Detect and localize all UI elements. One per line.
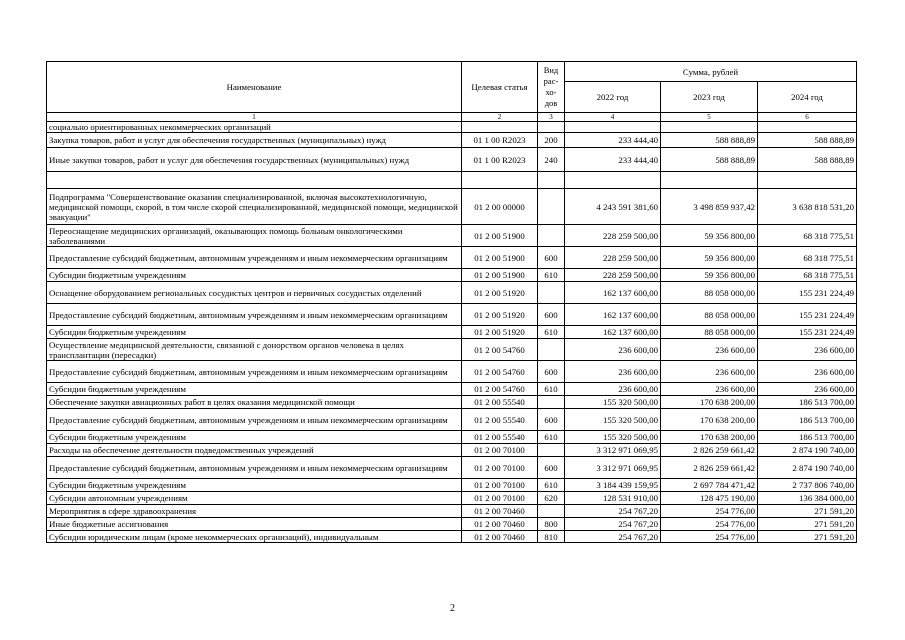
- table-row: [47, 457, 857, 479]
- row-sum-2022: 162 137 600,00: [565, 326, 661, 339]
- row-target-code: 01 2 00 70100: [462, 444, 538, 457]
- row-sum-2023: 236 600,00: [661, 383, 758, 396]
- row-sum-2023: 170 638 200,00: [661, 409, 758, 431]
- row-sum-2024: 68 318 775,51: [758, 269, 857, 282]
- row-sum-2023: [661, 122, 758, 133]
- row-sum-2024: 271 591,20: [758, 531, 857, 543]
- row-expense-type: [538, 396, 565, 409]
- table-row: [47, 148, 857, 172]
- row-target-code: 01 2 00 70460: [462, 505, 538, 518]
- row-target-code: 01 2 00 70460: [462, 518, 538, 531]
- row-sum-2022: [565, 122, 661, 133]
- row-sum-2022: 254 767,20: [565, 505, 661, 518]
- row-target-code: 01 2 00 55540: [462, 409, 538, 431]
- row-expense-type: 600: [538, 361, 565, 383]
- row-target-code: [462, 172, 538, 189]
- row-sum-2024: 68 318 775,51: [758, 247, 857, 269]
- row-expense-type: 610: [538, 326, 565, 339]
- row-expense-type: 600: [538, 304, 565, 326]
- row-target-code: 01 2 00 00000: [462, 189, 538, 225]
- row-name: Предоставление субсидий бюджетным, автономным учреждениям и иным некоммерческим организациям: [47, 247, 462, 269]
- row-sum-2022: 236 600,00: [565, 383, 661, 396]
- row-sum-2023: 88 058 000,00: [661, 304, 758, 326]
- row-name: Субсидии автономным учреждениям: [47, 492, 462, 505]
- row-expense-type: [538, 225, 565, 247]
- row-target-code: 01 2 00 54760: [462, 339, 538, 361]
- row-expense-type: 800: [538, 518, 565, 531]
- row-sum-2024: 271 591,20: [758, 505, 857, 518]
- row-sum-2023: 88 058 000,00: [661, 326, 758, 339]
- row-sum-2022: 155 320 500,00: [565, 431, 661, 444]
- row-name: Субсидии бюджетным учреждениям: [47, 269, 462, 282]
- row-name: Субсидии бюджетным учреждениям: [47, 326, 462, 339]
- table-row: [47, 247, 857, 269]
- row-target-code: 01 2 00 51920: [462, 282, 538, 304]
- row-sum-2024: 186 513 700,00: [758, 431, 857, 444]
- colnum-6: 6: [758, 113, 857, 122]
- row-expense-type: 200: [538, 133, 565, 148]
- row-sum-2024: 236 600,00: [758, 339, 857, 361]
- table-row: [47, 361, 857, 383]
- row-sum-2024: 186 513 700,00: [758, 396, 857, 409]
- table-row: [47, 282, 857, 304]
- table-row: [47, 133, 857, 148]
- table-row: [47, 304, 857, 326]
- table-row: [47, 326, 857, 339]
- row-sum-2024: 155 231 224,49: [758, 282, 857, 304]
- row-expense-type: [538, 189, 565, 225]
- row-sum-2024: 3 638 818 531,20: [758, 189, 857, 225]
- table-row: [47, 396, 857, 409]
- row-sum-2022: 254 767,20: [565, 531, 661, 543]
- header-year-2024: 2024 год: [758, 82, 857, 113]
- row-name: Осуществление медицинской деятельности, связанной с донорством органов человека в целях трансплантации (пересадки): [47, 339, 462, 361]
- table-row: [47, 383, 857, 396]
- row-name: Закупка товаров, работ и услуг для обеспечения государственных (муниципальных) нужд: [47, 133, 462, 148]
- row-name: Мероприятия в сфере здравоохранения: [47, 505, 462, 518]
- row-sum-2022: [565, 172, 661, 189]
- colnum-3: 3: [538, 113, 565, 122]
- row-sum-2023: 2 826 259 661,42: [661, 444, 758, 457]
- row-name: Переоснащение медицинских организаций, оказывающих помощь больным онкологическими заболеваниями: [47, 225, 462, 247]
- row-sum-2023: 59 356 800,00: [661, 225, 758, 247]
- colnum-5: 5: [661, 113, 758, 122]
- row-sum-2024: 2 737 806 740,00: [758, 479, 857, 492]
- row-sum-2022: 3 312 971 069,95: [565, 444, 661, 457]
- table-row: [47, 531, 857, 543]
- row-name: Субсидии юридическим лицам (кроме некоммерческих организаций), индивидуальным: [47, 531, 462, 543]
- row-sum-2023: 254 776,00: [661, 531, 758, 543]
- row-sum-2023: 170 638 200,00: [661, 396, 758, 409]
- row-sum-2023: 170 638 200,00: [661, 431, 758, 444]
- row-sum-2024: 2 874 190 740,00: [758, 457, 857, 479]
- row-target-code: 01 2 00 51900: [462, 247, 538, 269]
- row-sum-2024: 2 874 190 740,00: [758, 444, 857, 457]
- row-target-code: 01 1 00 R2023: [462, 148, 538, 172]
- row-expense-type: [538, 339, 565, 361]
- header-target: Целевая статья: [462, 62, 538, 113]
- row-sum-2024: 588 888,89: [758, 133, 857, 148]
- table-row: [47, 444, 857, 457]
- row-target-code: 01 2 00 51920: [462, 304, 538, 326]
- row-name: Предоставление субсидий бюджетным, автономным учреждениям и иным некоммерческим организациям: [47, 361, 462, 383]
- table-row: [47, 492, 857, 505]
- row-sum-2023: 254 776,00: [661, 505, 758, 518]
- table-row: [47, 339, 857, 361]
- row-expense-type: [538, 282, 565, 304]
- header-sum: Сумма, рублей: [565, 62, 857, 82]
- row-name: Иные закупки товаров, работ и услуг для обеспечения государственных (муниципальных) нужд: [47, 148, 462, 172]
- row-sum-2022: 233 444,40: [565, 133, 661, 148]
- row-expense-type: 620: [538, 492, 565, 505]
- row-target-code: [462, 122, 538, 133]
- table-row: [47, 518, 857, 531]
- table-row: [47, 189, 857, 225]
- row-target-code: 01 2 00 55540: [462, 431, 538, 444]
- row-name: Предоставление субсидий бюджетным, автономным учреждениям и иным некоммерческим организациям: [47, 304, 462, 326]
- row-target-code: 01 2 00 51900: [462, 269, 538, 282]
- row-expense-type: 610: [538, 269, 565, 282]
- table-row: [47, 431, 857, 444]
- row-target-code: 01 1 00 R2023: [462, 133, 538, 148]
- colnum-4: 4: [565, 113, 661, 122]
- row-sum-2024: 186 513 700,00: [758, 409, 857, 431]
- row-sum-2022: 162 137 600,00: [565, 304, 661, 326]
- table-row: [47, 122, 857, 133]
- row-sum-2023: 3 498 859 937,42: [661, 189, 758, 225]
- row-expense-type: 600: [538, 457, 565, 479]
- row-expense-type: [538, 444, 565, 457]
- table-row: [47, 479, 857, 492]
- row-sum-2023: 2 697 784 471,42: [661, 479, 758, 492]
- row-expense-type: 240: [538, 148, 565, 172]
- row-sum-2022: 228 259 500,00: [565, 247, 661, 269]
- row-sum-2024: [758, 172, 857, 189]
- row-target-code: 01 2 00 70100: [462, 492, 538, 505]
- page-number: 2: [450, 603, 455, 614]
- row-sum-2023: 59 356 800,00: [661, 247, 758, 269]
- table-row: [47, 505, 857, 518]
- row-sum-2024: 588 888,89: [758, 148, 857, 172]
- row-sum-2022: 3 184 439 159,95: [565, 479, 661, 492]
- row-expense-type: 610: [538, 383, 565, 396]
- table-row: [47, 172, 857, 189]
- row-sum-2022: 236 600,00: [565, 361, 661, 383]
- row-sum-2024: 155 231 224,49: [758, 326, 857, 339]
- row-sum-2023: 588 888,89: [661, 148, 758, 172]
- row-name: Субсидии бюджетным учреждениям: [47, 479, 462, 492]
- row-target-code: 01 2 00 70100: [462, 457, 538, 479]
- row-name: Подпрограмма "Совершенствование оказания специализированной, включая высокотехнологичную, медицинской помощи, скорой, в том числе скорой специализированной, медицинской помощи, медицинской эвакуации": [47, 189, 462, 225]
- row-name: Предоставление субсидий бюджетным, автономным учреждениям и иным некоммерческим организациям: [47, 457, 462, 479]
- table-row: [47, 409, 857, 431]
- row-target-code: 01 2 00 51900: [462, 225, 538, 247]
- row-sum-2023: 128 475 190,00: [661, 492, 758, 505]
- row-expense-type: [538, 122, 565, 133]
- row-target-code: 01 2 00 51920: [462, 326, 538, 339]
- row-target-code: 01 2 00 55540: [462, 396, 538, 409]
- table-body: [47, 122, 857, 543]
- row-sum-2024: 271 591,20: [758, 518, 857, 531]
- header-year-2023: 2023 год: [661, 82, 758, 113]
- row-sum-2023: 88 058 000,00: [661, 282, 758, 304]
- row-name: Расходы на обеспечение деятельности подведомственных учреждений: [47, 444, 462, 457]
- row-sum-2022: 162 137 600,00: [565, 282, 661, 304]
- row-sum-2022: 233 444,40: [565, 148, 661, 172]
- row-expense-type: [538, 505, 565, 518]
- row-expense-type: 610: [538, 431, 565, 444]
- row-sum-2024: 68 318 775,51: [758, 225, 857, 247]
- row-sum-2022: 236 600,00: [565, 339, 661, 361]
- row-sum-2023: 588 888,89: [661, 133, 758, 148]
- row-sum-2023: 59 356 800,00: [661, 269, 758, 282]
- row-sum-2024: 236 600,00: [758, 383, 857, 396]
- row-expense-type: [538, 172, 565, 189]
- row-sum-2024: 136 384 000,00: [758, 492, 857, 505]
- row-expense-type: 810: [538, 531, 565, 543]
- colnum-1: 1: [47, 113, 462, 122]
- row-sum-2022: 4 243 591 381,60: [565, 189, 661, 225]
- row-name: социально ориентированных некоммерческих организаций: [47, 122, 462, 133]
- table-row: [47, 225, 857, 247]
- row-sum-2023: [661, 172, 758, 189]
- row-sum-2022: 3 312 971 069,95: [565, 457, 661, 479]
- row-sum-2023: 2 826 259 661,42: [661, 457, 758, 479]
- row-expense-type: 600: [538, 409, 565, 431]
- row-sum-2023: 254 776,00: [661, 518, 758, 531]
- row-sum-2024: 236 600,00: [758, 361, 857, 383]
- row-sum-2024: 155 231 224,49: [758, 304, 857, 326]
- row-sum-2022: 128 531 910,00: [565, 492, 661, 505]
- colnum-2: 2: [462, 113, 538, 122]
- table-row: [47, 269, 857, 282]
- row-name: Оснащение оборудованием региональных сосудистых центров и первичных сосудистых отделений: [47, 282, 462, 304]
- row-name: Субсидии бюджетным учреждениям: [47, 383, 462, 396]
- row-sum-2022: 254 767,20: [565, 518, 661, 531]
- row-name: [47, 172, 462, 189]
- row-name: Иные бюджетные ассигнования: [47, 518, 462, 531]
- row-sum-2023: 236 600,00: [661, 361, 758, 383]
- header-year-2022: 2022 год: [565, 82, 661, 113]
- budget-table: [46, 61, 857, 543]
- row-name: Субсидии бюджетным учреждениям: [47, 431, 462, 444]
- row-sum-2022: 155 320 500,00: [565, 396, 661, 409]
- row-name: Обеспечение закупки авиационных работ в целях оказания медицинской помощи: [47, 396, 462, 409]
- row-expense-type: 610: [538, 479, 565, 492]
- header-name: Наименование: [47, 62, 462, 113]
- row-target-code: 01 2 00 54760: [462, 383, 538, 396]
- header-vid: Вид рас- хо- дов: [538, 62, 565, 113]
- row-sum-2022: 155 320 500,00: [565, 409, 661, 431]
- row-name: Предоставление субсидий бюджетным, автономным учреждениям и иным некоммерческим организациям: [47, 409, 462, 431]
- row-target-code: 01 2 00 70460: [462, 531, 538, 543]
- row-sum-2023: 236 600,00: [661, 339, 758, 361]
- row-expense-type: 600: [538, 247, 565, 269]
- row-sum-2024: [758, 122, 857, 133]
- row-sum-2022: 228 259 500,00: [565, 269, 661, 282]
- row-target-code: 01 2 00 70100: [462, 479, 538, 492]
- row-target-code: 01 2 00 54760: [462, 361, 538, 383]
- row-sum-2022: 228 259 500,00: [565, 225, 661, 247]
